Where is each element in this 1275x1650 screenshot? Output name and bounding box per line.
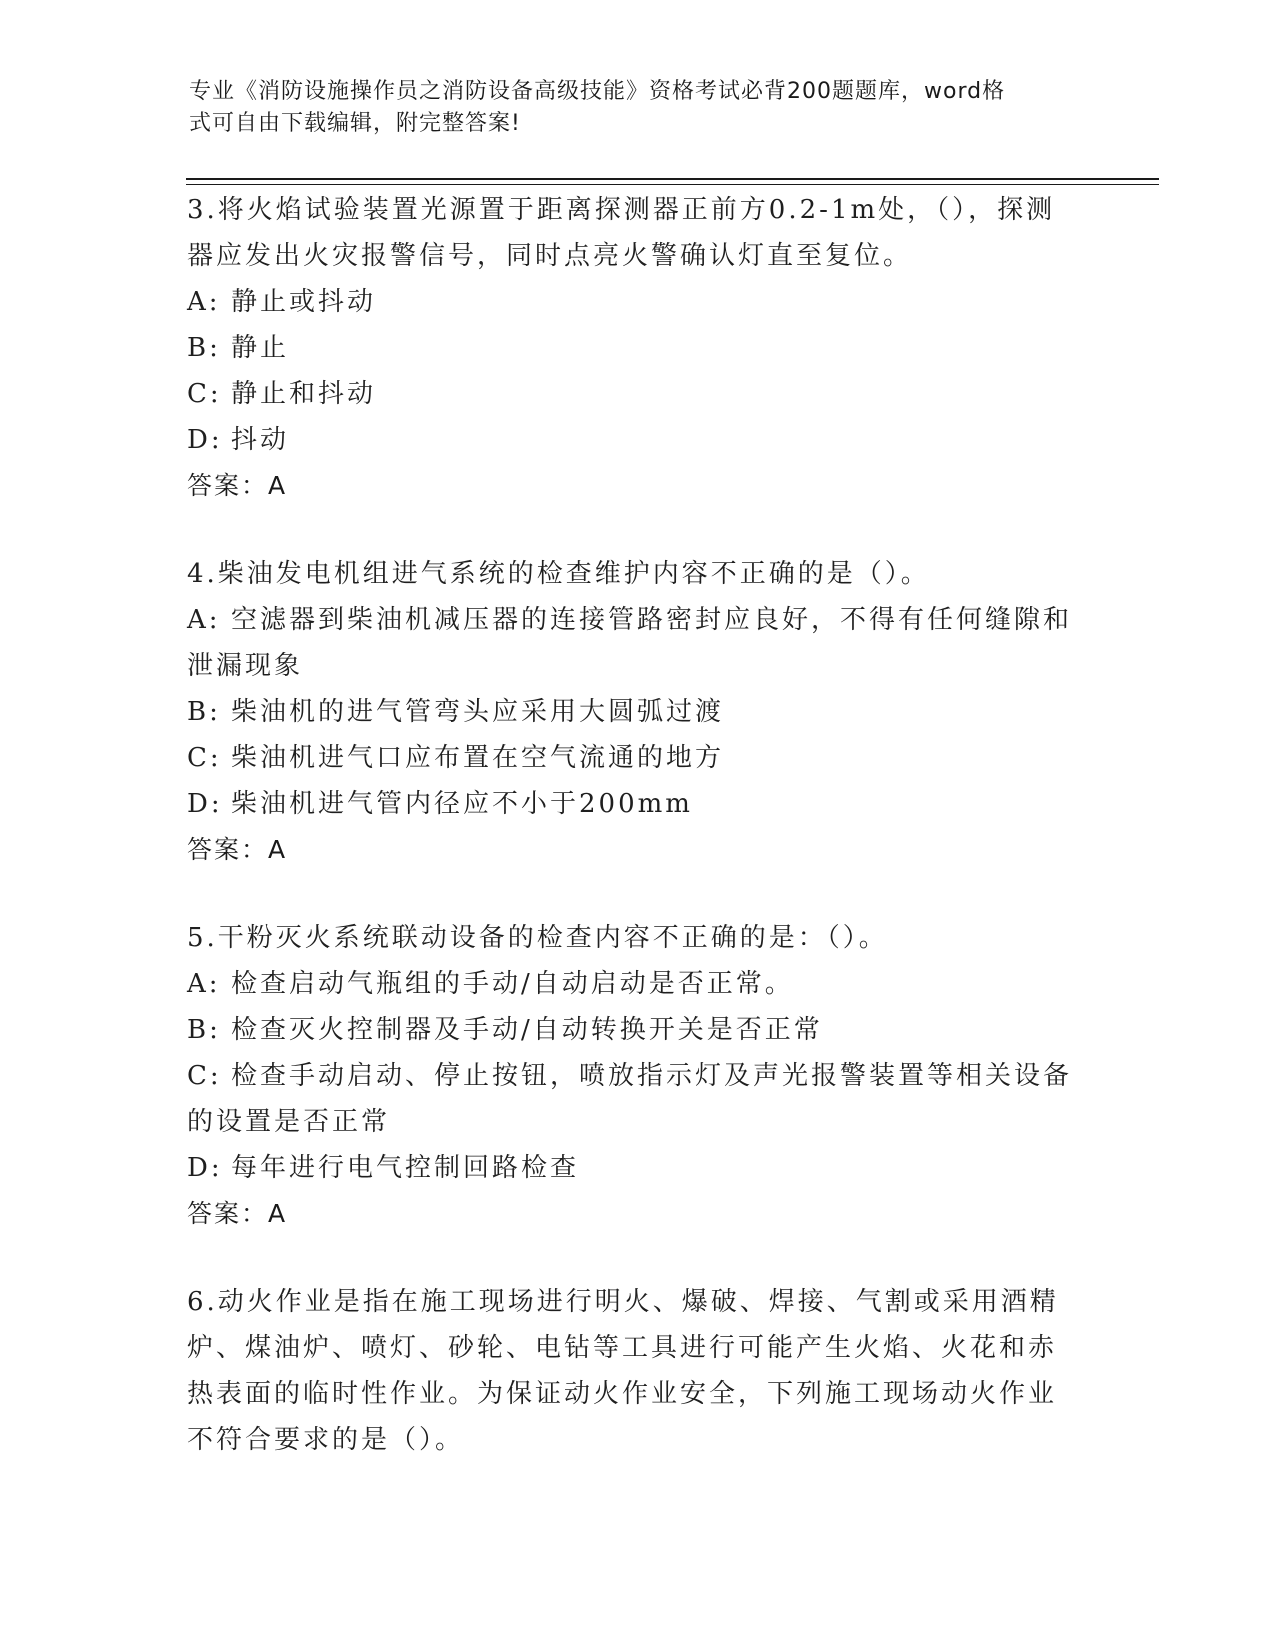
header-divider-thick bbox=[186, 178, 1159, 180]
question-stem-line: 4.柴油发电机组进气系统的检查维护内容不正确的是（）。 bbox=[187, 559, 930, 589]
option-key: A: bbox=[187, 969, 221, 999]
option-key: B: bbox=[187, 697, 221, 727]
header-line-1: 专业《消防设施操作员之消防设备高级技能》资格考试必背200题题库，word格 bbox=[189, 79, 1006, 104]
document-header bbox=[189, 76, 1069, 140]
option-d bbox=[187, 781, 1087, 827]
answer-label: 答案：A bbox=[187, 471, 288, 500]
question-stem-line: 炉、煤油炉、喷灯、砂轮、电钻等工具进行可能产生火焰、火花和赤 bbox=[187, 1333, 1058, 1363]
option-a-continued: 泄漏现象 bbox=[187, 651, 304, 681]
option-text: 每年进行电气控制回路检查 bbox=[231, 1153, 580, 1183]
question-5 bbox=[187, 915, 1087, 1237]
option-a bbox=[187, 597, 1087, 643]
option-key: D: bbox=[187, 425, 223, 455]
question-3 bbox=[187, 187, 1087, 509]
option-text: 静止 bbox=[231, 333, 290, 363]
option-text: 静止和抖动 bbox=[231, 379, 377, 409]
question-4 bbox=[187, 551, 1087, 873]
option-b bbox=[187, 325, 1087, 371]
option-key: C: bbox=[187, 743, 222, 773]
option-text: 柴油机进气口应布置在空气流通的地方 bbox=[231, 743, 725, 773]
option-text: 空滤器到柴油机减压器的连接管路密封应良好，不得有任何缝隙和 bbox=[231, 605, 1073, 635]
option-a bbox=[187, 961, 1087, 1007]
option-c bbox=[187, 1053, 1087, 1099]
option-b bbox=[187, 689, 1087, 735]
question-stem-line: 6.动火作业是指在施工现场进行明火、爆破、焊接、气割或采用酒精 bbox=[187, 1287, 1059, 1317]
answer-label: 答案：A bbox=[187, 835, 288, 864]
question-stem-line: 热表面的临时性作业。为保证动火作业安全，下列施工现场动火作业 bbox=[187, 1379, 1058, 1409]
option-text: 静止或抖动 bbox=[231, 287, 377, 317]
option-b bbox=[187, 1007, 1087, 1053]
option-key: C: bbox=[187, 1061, 222, 1091]
option-key: B: bbox=[187, 333, 221, 363]
option-key: D: bbox=[187, 1153, 223, 1183]
header-divider-thin bbox=[186, 184, 1159, 185]
option-text: 检查灭火控制器及手动/自动转换开关是否正常 bbox=[231, 1015, 823, 1045]
option-key: C: bbox=[187, 379, 222, 409]
option-text: 检查启动气瓶组的手动/自动启动是否正常。 bbox=[231, 969, 794, 999]
option-c-continued: 的设置是否正常 bbox=[187, 1107, 391, 1137]
option-text: 柴油机进气管内径应不小于200mm bbox=[231, 789, 693, 819]
option-key: A: bbox=[187, 287, 221, 317]
header-line-2: 式可自由下载编辑，附完整答案! bbox=[189, 111, 521, 136]
question-stem-line: 5.干粉灭火系统联动设备的检查内容不正确的是：（）。 bbox=[187, 923, 888, 953]
option-c bbox=[187, 371, 1087, 417]
option-key: A: bbox=[187, 605, 221, 635]
question-stem-line: 器应发出火灾报警信号，同时点亮火警确认灯直至复位。 bbox=[187, 241, 913, 271]
question-stem-line: 3.将火焰试验装置光源置于距离探测器正前方0.2-1m处，（），探测 bbox=[187, 195, 1056, 225]
option-d bbox=[187, 1145, 1087, 1191]
option-text: 检查手动启动、停止按钮，喷放指示灯及声光报警装置等相关设备 bbox=[231, 1061, 1073, 1091]
option-text: 柴油机的进气管弯头应采用大圆弧过渡 bbox=[231, 697, 725, 727]
answer-label: 答案：A bbox=[187, 1199, 288, 1228]
option-key: D: bbox=[187, 789, 223, 819]
option-d bbox=[187, 417, 1087, 463]
option-c bbox=[187, 735, 1087, 781]
question-6 bbox=[187, 1279, 1087, 1463]
option-key: B: bbox=[187, 1015, 221, 1045]
question-stem-line: 不符合要求的是（）。 bbox=[187, 1425, 465, 1455]
option-a bbox=[187, 279, 1087, 325]
option-text: 抖动 bbox=[231, 425, 290, 455]
